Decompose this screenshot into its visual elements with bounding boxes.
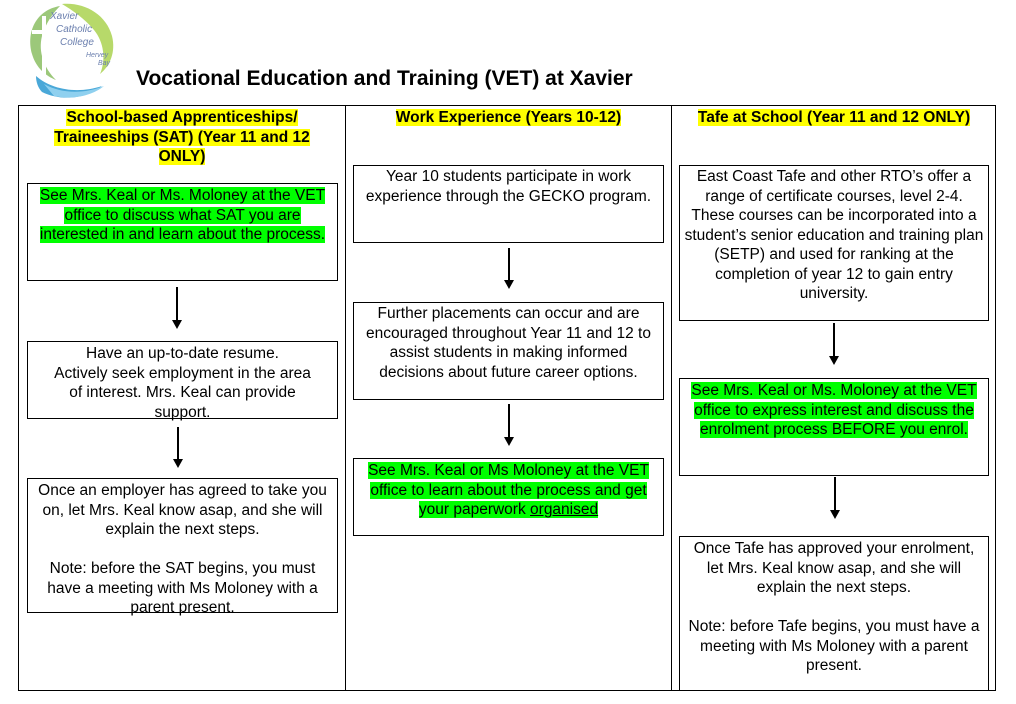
column-heading-work-experience [346,108,671,128]
sat-step-3-note: Note: before the SAT begins, you must have a meeting with Ms Moloney with a parent present. [47,560,318,616]
sat-step-2-line: Actively seek employment in the area [54,364,311,382]
tafe-step-1-box [679,165,989,321]
column-divider [345,105,346,691]
heading-line: ONLY) [158,148,206,165]
heading-line: Tafe at School (Year 11 and 12 ONLY) [697,109,971,126]
sat-step-3-para: Once an employer has agreed to take you on, let Mrs. Keal know asap, and she will explain the next steps. [38,482,327,538]
heading-line: School-based Apprenticeships/ [66,109,298,126]
work-step-1-text: Year 10 students participate in work experience through the GECKO program. [365,168,652,205]
logo-text-college: College [60,37,94,48]
column-divider [671,105,672,691]
work-step-2-text: Further placements can occur and are encouraged throughout Year 11 and 12 to assist students in making informed decisions about future career options. [366,305,651,381]
down-arrow-icon [830,477,840,519]
work-step-3-text-underlined: organised [530,501,599,518]
heading-line: Work Experience (Years 10-12) [395,109,622,126]
page-title: Vocational Education and Training (VET) at Xavier [136,67,633,90]
work-step-3-text-main: See Mrs. Keal or Ms Moloney at the VET office to learn about the process and get your paperwork [368,462,649,518]
down-arrow-icon [504,404,514,446]
column-heading-tafe [672,108,996,128]
logo-text-bay: Bay [98,60,111,67]
tafe-step-1-text: East Coast Tafe and other RTO’s offer a range of certificate courses, level 2-4. These courses can be incorporated into a student’s senior education and training plan (SETP) and used for ranking at the completion of year 12 to gain entry university. [684,168,984,302]
sat-step-1-text: See Mrs. Keal or Ms. Moloney at the VET office to discuss what SAT you are interested in and learn about the process. [39,187,326,243]
sat-step-2-box [27,341,338,419]
down-arrow-icon [173,427,183,468]
work-step-1-box [353,165,664,243]
work-step-2-box [353,302,664,400]
tafe-step-3-box [679,536,989,691]
down-arrow-icon [504,248,514,289]
work-step-3-box [353,458,664,536]
sat-step-3-box [27,478,338,616]
tafe-step-2-box [679,378,989,476]
tafe-step-2-text: See Mrs. Keal or Ms. Moloney at the VET office to express interest and discuss the enrolment process BEFORE you enrol. [691,382,977,438]
tafe-step-3-note: Note: before Tafe begins, you must have a meeting with Ms Moloney with a parent present. [688,618,980,674]
college-logo [22,2,120,102]
sat-step-2-line: of interest. Mrs. Keal can provide [69,384,296,401]
down-arrow-icon [172,287,182,329]
down-arrow-icon [829,323,839,365]
sat-step-1-box [27,183,338,281]
heading-line: Traineeships (SAT) (Year 11 and 12 [54,128,310,146]
work-step-3-text [368,462,649,518]
tafe-step-3-para: Once Tafe has approved your enrolment, let Mrs. Keal know asap, and she will explain the next steps. [693,540,975,596]
column-heading-sat [19,108,345,167]
logo-text-hervey: Hervey [86,52,109,59]
sat-step-2-line: Have an up-to-date resume. [86,345,279,362]
sat-step-2-line: support. [154,403,211,421]
logo-text-xavier: Xavier [50,11,79,22]
logo-text-catholic: Catholic [56,24,93,35]
